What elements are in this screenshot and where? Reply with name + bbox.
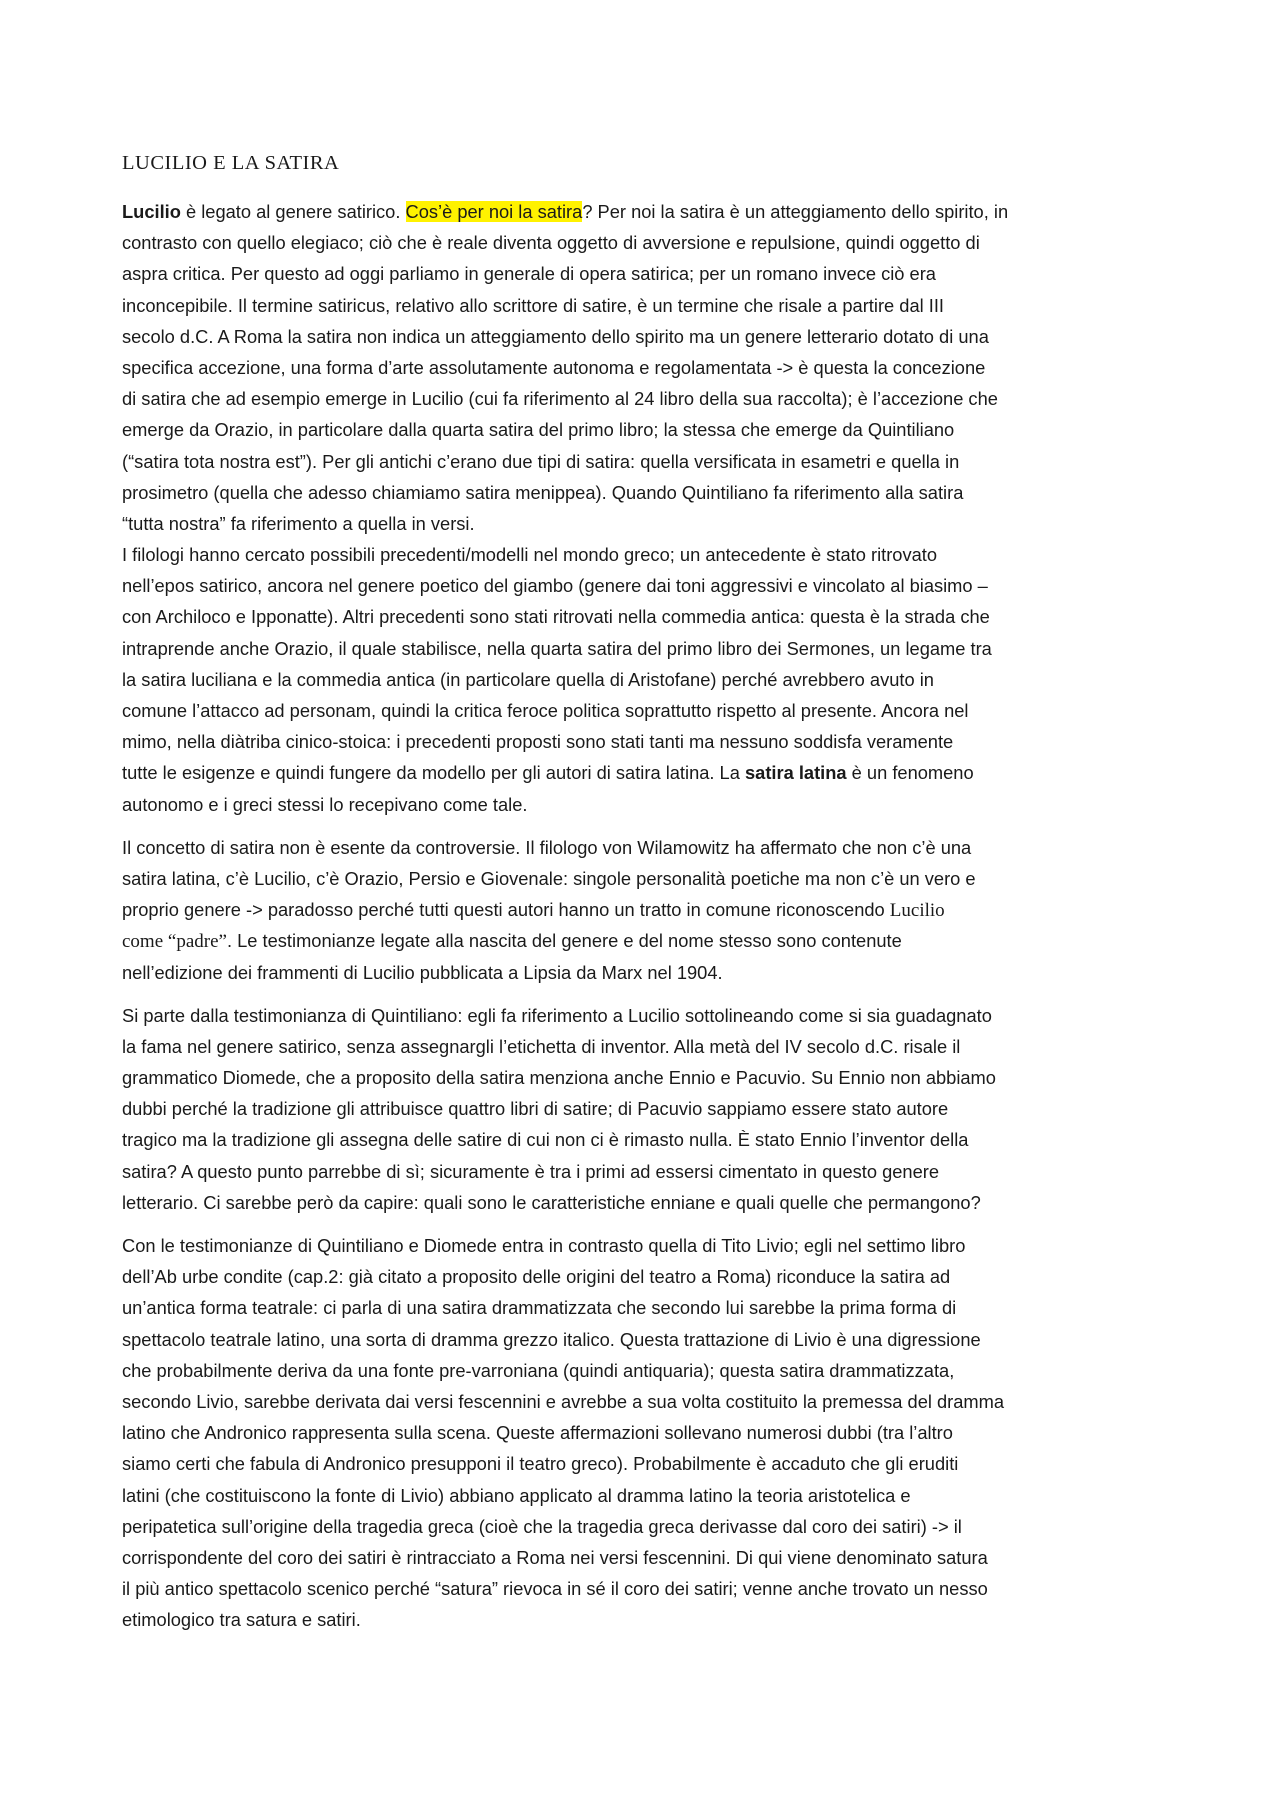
text-line: contrasto con quello elegiaco; ciò che è reale diventa oggetto di avversione e repulsione, quindi oggetto di	[122, 232, 980, 254]
paragraph-3	[122, 832, 1162, 988]
document-title: LUCILIO E LA SATIRA	[122, 152, 340, 174]
serif-text: Lucilio	[889, 900, 945, 922]
text-line: un’antica forma teatrale: ci parla di una satira drammatizzata che secondo lui sarebbe la prima forma di	[122, 1297, 957, 1319]
text-line: (“satira tota nostra est”). Per gli antichi c’erano due tipi di satira: quella versificata in esametri e quella in	[122, 450, 960, 472]
text-line: siamo certi che fabula di Andronico presupponi il teatro greco). Probabilmente è accaduto che gli eruditi	[122, 1453, 959, 1475]
text-line: autonomo e i greci stessi lo recepivano come tale.	[122, 793, 528, 815]
text-line: secolo d.C. A Roma la satira non indica un atteggiamento dello spirito ma un genere letterario dotato di una	[122, 325, 989, 347]
bold-term: satira latina	[744, 762, 847, 784]
text-line: prosimetro (quella che adesso chiamiamo satira menippea). Quando Quintiliano fa riferimento alla satira	[122, 481, 964, 503]
serif-text: come “padre”	[122, 931, 227, 953]
text-line: satira? A questo punto parrebbe di sì; sicuramente è tra i primi ad essersi cimentato in questo genere	[122, 1160, 940, 1182]
text-line: “tutta nostra” fa riferimento a quella in versi.	[122, 512, 475, 534]
highlighted-text: Cos’è per noi la satira	[405, 201, 583, 222]
text-line: latino che Andronico rappresenta sulla scena. Queste affermazioni sollevano numerosi dubbi (tra l’altro	[122, 1422, 953, 1444]
text-line: spettacolo teatrale latino, una sorta di dramma grezzo italico. Questa trattazione di Livio è una digressione	[122, 1328, 981, 1350]
text-line: grammatico Diomede, che a proposito della satira menziona anche Ennio e Pacuvio. Su Ennio non abbiamo	[122, 1067, 996, 1089]
document-page	[122, 150, 1162, 1635]
text-line: proprio genere -> paradosso perché tutti questi autori hanno un tratto in comune riconoscendo Lucilio	[122, 899, 945, 922]
text-line: latini (che costituiscono la fonte di Livio) abbiano applicato al dramma latino la teoria aristotelica e	[122, 1484, 911, 1506]
text-line: che probabilmente deriva da una fonte pre-varroniana (quindi antiquaria); questa satira drammatizzata,	[122, 1359, 955, 1381]
text-line: intraprende anche Orazio, il quale stabilisce, nella quarta satira del primo libro dei Sermones, un legame tra	[122, 637, 992, 659]
text-line: Si parte dalla testimonianza di Quintiliano: egli fa riferimento a Lucilio sottolineando come si sia guadagnato	[122, 1004, 992, 1026]
text-line: secondo Livio, sarebbe derivata dai versi fescennini e avrebbe a sua volta costituito la premessa del dramma	[122, 1390, 1005, 1412]
text-line: emerge da Orazio, in particolare dalla quarta satira del primo libro; la stessa che emerge da Quintiliano	[122, 419, 955, 441]
text-line: Lucilio è legato al genere satirico. Cos’è per noi la satira? Per noi la satira è un atteggiamento dello spirito, in	[122, 201, 1009, 222]
paragraph-4	[122, 1000, 1162, 1218]
text-line: etimologico tra satura e satiri.	[122, 1609, 361, 1631]
text-line: mimo, nella diàtriba cinico-stoica: i precedenti proposti sono stati tanti ma nessuno soddisfa veramente	[122, 731, 954, 753]
text-line: tutte le esigenze e quindi fungere da modello per gli autori di satira latina. La satira latina è un fenomeno	[122, 762, 974, 784]
text-line: la satira luciliana e la commedia antica (in particolare quella di Aristofane) perché avrebbero avuto in	[122, 668, 934, 690]
text-line: nell’epos satirico, ancora nel genere poetico del giambo (genere dai toni aggressivi e vincolato al biasimo –	[122, 575, 988, 597]
paragraph-5	[122, 1230, 1162, 1635]
text-line: nell’edizione dei frammenti di Lucilio pubblicata a Lipsia da Marx nel 1904.	[122, 961, 723, 983]
text-line: inconcepibile. Il termine satiricus, relativo allo scrittore di satire, è un termine che risale a partire dal III	[122, 294, 944, 316]
text-line: comune l’attacco ad personam, quindi la critica feroce politica soprattutto rispetto al presente. Ancora nel	[122, 700, 969, 721]
text-line: come “padre”. Le testimonianze legate alla nascita del genere e del nome stesso sono contenute	[122, 930, 902, 953]
text-line: il più antico spettacolo scenico perché “satura” rievoca in sé il coro dei satiri; venne anche trovato un nesso	[122, 1578, 988, 1600]
text-line: I filologi hanno cercato possibili precedenti/modelli nel mondo greco; un antecedente è stato ritrovato	[122, 544, 938, 566]
text-line: di satira che ad esempio emerge in Lucilio (cui fa riferimento al 24 libro della sua raccolta); è l’accezione che	[122, 388, 998, 410]
text-line: tragico ma la tradizione gli assegna delle satire di cui non ci è rimasto nulla. È stato Ennio l’inventor della	[122, 1129, 969, 1151]
paragraph-2	[122, 539, 1162, 820]
text-line: con Archiloco e Ipponatte). Altri precedenti sono stati ritrovati nella commedia antica: questa è la strada che	[122, 606, 990, 628]
text-line: dell’Ab urbe condite (cap.2: già citato a proposito delle origini del teatro a Roma) riconduce la satira ad	[122, 1266, 951, 1288]
text-line: corrispondente del coro dei satiri è rintracciato a Roma nei versi fescennini. Di qui viene denominato satura	[122, 1546, 988, 1568]
text-line: specifica accezione, una forma d’arte assolutamente autonoma e regolamentata -> è questa la concezione	[122, 356, 986, 378]
text-line: Con le testimonianze di Quintiliano e Diomede entra in contrasto quella di Tito Livio; egli nel settimo libro	[122, 1235, 966, 1256]
paragraph-1	[122, 196, 1162, 539]
text-line: letterario. Ci sarebbe però da capire: quali sono le caratteristiche enniane e quali quelle che permangono?	[122, 1191, 981, 1213]
text-line: dubbi perché la tradizione gli attribuisce quattro libri di satire; di Pacuvio sappiamo essere stato autore	[122, 1098, 949, 1120]
text-line: peripatetica sull’origine della tragedia greca (cioè che la tragedia greca derivasse dal coro dei satiri) -> il	[122, 1515, 962, 1537]
text-line: aspra critica. Per questo ad oggi parliamo in generale di opera satirica; per un romano invece ciò era	[122, 263, 936, 285]
text-line: Il concetto di satira non è esente da controversie. Il filologo von Wilamowitz ha affermato che non c’è una	[122, 836, 972, 858]
text-line: satira latina, c’è Lucilio, c’è Orazio, Persio e Giovenale: singole personalità poetiche ma non c’è un vero e	[122, 867, 976, 889]
text-line: la fama nel genere satirico, senza assegnargli l’etichetta di inventor. Alla metà del IV secolo d.C. risale il	[122, 1035, 961, 1057]
bold-term: Lucilio	[122, 201, 181, 222]
